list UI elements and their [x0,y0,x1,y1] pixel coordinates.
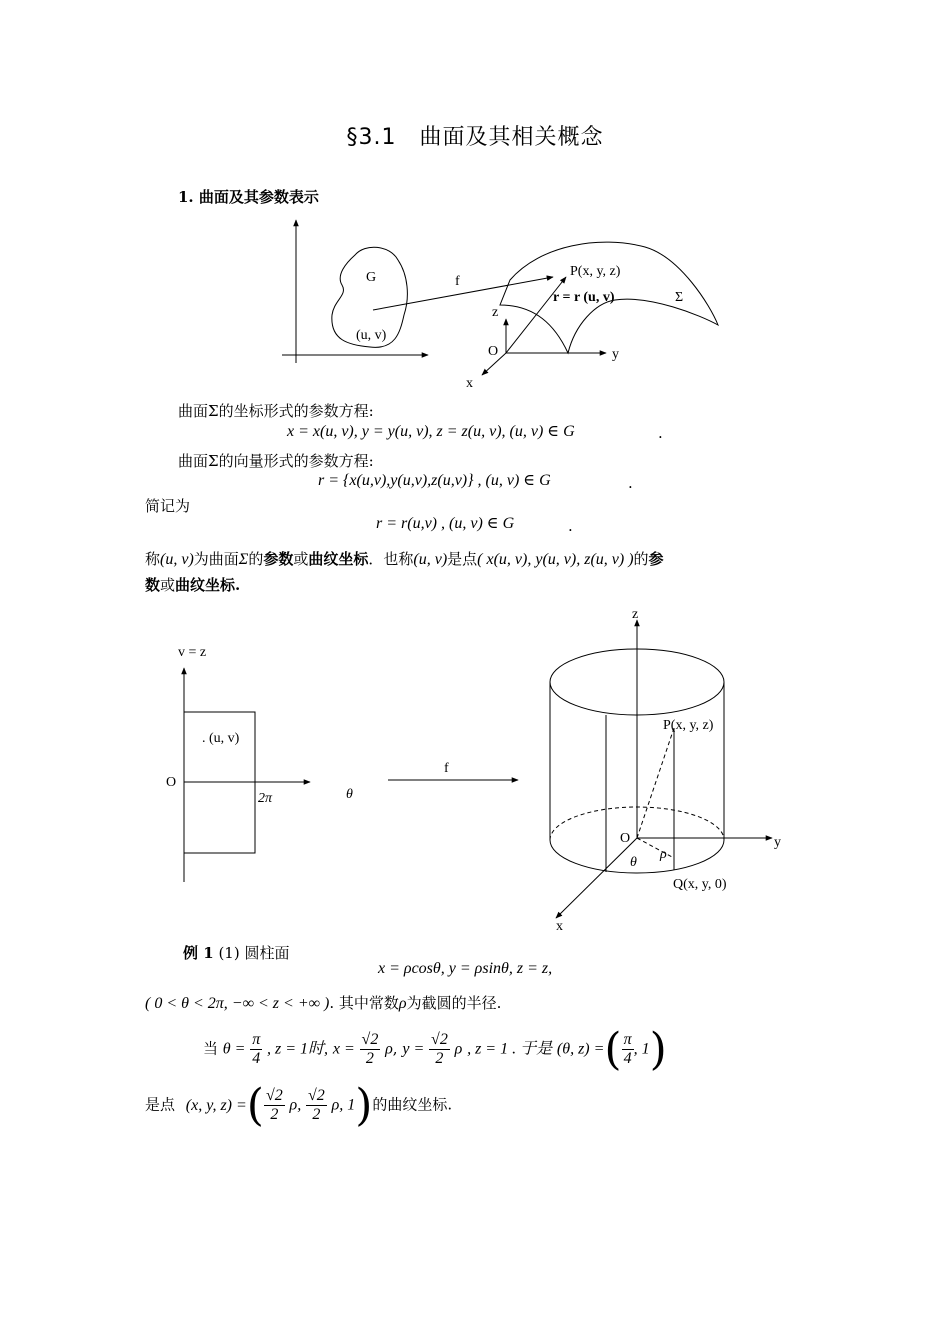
cylinder-range-line: ( 0 < θ < 2π, −∞ < z < +∞ ). 其中常数ρ为截圆的半径. [145,994,502,1012]
label-sigma: Σ [675,290,684,305]
label-theta: θ [346,787,353,802]
brief-end: . [568,517,573,535]
OP-dashed [637,728,674,838]
example-1-heading: 例 1 (1) 圆柱面 [183,944,290,962]
label-G: G [366,270,377,285]
brief-label: 简记为 [145,497,191,515]
label-O2: O [620,831,631,846]
label-y2: y [774,835,781,850]
label-uv: (u, v) [356,328,387,343]
label-Q: Q(x, y, 0) [673,877,727,892]
label-P2: P(x, y, z) [663,718,714,733]
surface-mapping-figure [270,215,740,395]
label-y: y [612,347,619,362]
label-O-left: O [166,775,177,790]
definition-line-2: 数或曲纹坐标. [145,576,241,594]
label-z: z [492,305,499,320]
cylinder-eq: x = ρcosθ, y = ρsinθ, z = z, [378,960,553,977]
mapping-f-arrow [373,277,553,310]
vector-param-intro: 曲面Σ的向量形式的参数方程: [178,452,374,470]
label-z2: z [632,607,639,622]
coord-param-eq: x = x(u, v), y = y(u, v), z = z(u, v), (u, v) ∈ G [287,423,575,440]
label-rho: ρ [660,847,667,862]
page-title: §3.1 曲面及其相关概念 [346,125,604,150]
coord-param-end: . [658,424,663,442]
vector-param-eq: r = {x(u,v),y(u,v),z(u,v)} , (u, v) ∈ G [318,472,551,489]
example-xyz-line: 是点 (x, y, z) =( $\frac{√2}{2}$ ρ, $\frac{√2}{2}$ ρ, 1)的曲纹坐标. [145,1080,453,1131]
label-f: f [455,274,460,289]
example-when-line: 当 θ = $\frac{\pi}{4}$ , z = 1时, x = $\frac{√2}{2}$ ρ, y = $\frac{√2}{2}$ ρ , z = 1 . 于是 (θ, z) =( $\frac{\pi}{4}$ , 1) [203,1024,667,1075]
cylinder-mapping-figure [160,600,800,935]
section-heading: 1. 曲面及其参数表示 [178,188,319,206]
label-theta2: θ [630,855,637,870]
OQ-dashed [637,838,674,858]
label-P: P(x, y, z) [570,264,621,279]
cylinder-bottom-front [550,840,724,873]
label-f2: f [444,761,449,776]
label-vz: v = z [178,645,207,660]
label-2pi: 2π [258,791,273,806]
vector-param-end: . [628,474,633,492]
label-r-eq: r = r (u, v) [553,290,615,305]
label-x: x [466,376,473,391]
coord-param-intro: 曲面Σ的坐标形式的参数方程: [178,402,374,420]
definition-line-1: 称(u, v)为曲面Σ的参数或曲纹坐标．也称(u, v)是点( x(u, v), y(u, v), z(u, v) )的参 [145,550,664,568]
label-O: O [488,344,499,359]
fig2-x-axis [556,838,637,918]
brief-eq: r = r(u,v) , (u, v) ∈ G [376,515,515,532]
label-x2: x [556,919,563,934]
label-uv2: . (u, v) [202,731,240,746]
position-vector-r [506,277,566,353]
